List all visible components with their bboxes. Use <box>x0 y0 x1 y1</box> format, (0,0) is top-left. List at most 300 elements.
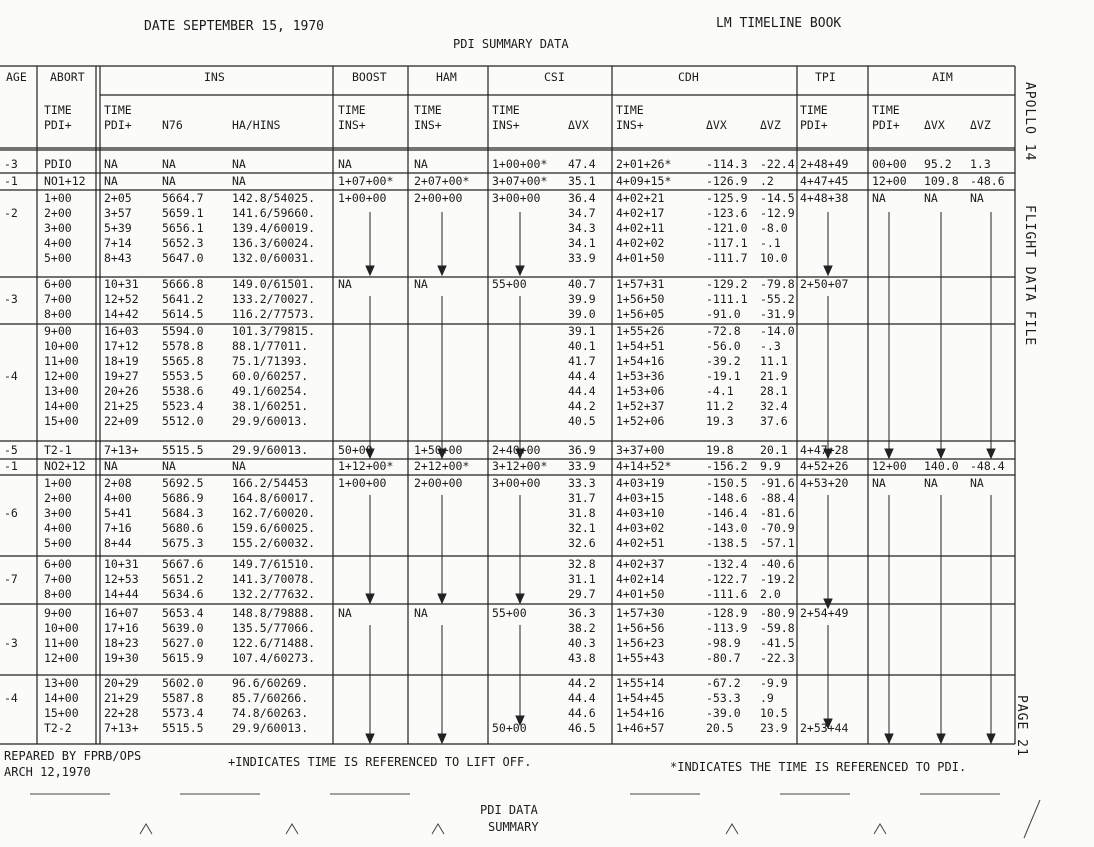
table-cell: 4+02+11 <box>616 221 665 235</box>
table-cell: 21.9 <box>760 369 788 383</box>
table-cell: 135.5/77066. <box>232 621 316 635</box>
table-cell: 5+41 <box>104 506 132 520</box>
sub-header-line: TIME <box>492 103 520 117</box>
table-cell: 15+00 <box>44 414 79 428</box>
table-cell: 1+56+05 <box>616 307 665 321</box>
table-cell: 1+56+50 <box>616 292 665 306</box>
table-cell: -.3 <box>760 339 781 353</box>
table-cell: 5602.0 <box>162 676 204 690</box>
table-cell: 96.6/60269. <box>232 676 309 690</box>
table-cell: 5614.5 <box>162 307 204 321</box>
table-cell: 21+25 <box>104 399 139 413</box>
table-cell: -56.0 <box>706 339 741 353</box>
table-cell: 44.2 <box>568 676 596 690</box>
table-cell: -55.2 <box>760 292 795 306</box>
table-cell: 13+00 <box>44 384 79 398</box>
table-cell: 4+53+20 <box>800 476 849 490</box>
table-cell: 139.4/60019. <box>232 221 316 235</box>
table-cell: 16+03 <box>104 324 139 338</box>
table-cell: 12+00 <box>872 174 907 188</box>
table-cell: 132.0/60031. <box>232 251 316 265</box>
table-cell: 4+03+02 <box>616 521 665 535</box>
table-cell: 159.6/60025. <box>232 521 316 535</box>
table-cell: 5686.9 <box>162 491 204 505</box>
table-cell: 32.4 <box>760 399 788 413</box>
table-cell: 11+00 <box>44 354 79 368</box>
sub-header: HA/HINS <box>232 118 281 132</box>
table-cell: -3 <box>4 636 18 650</box>
table-cell: 1+00+00 <box>338 191 387 205</box>
table-cell: 44.4 <box>568 691 596 705</box>
table-cell: NA <box>104 174 118 188</box>
table-cell: -48.6 <box>970 174 1005 188</box>
table-cell: 34.7 <box>568 206 596 220</box>
table-cell: 7+00 <box>44 572 72 586</box>
table-cell: -14.5 <box>760 191 795 205</box>
table-cell: 5684.3 <box>162 506 204 520</box>
sub-header-line: PDI+ <box>44 118 72 132</box>
table-cell: 116.2/77573. <box>232 307 316 321</box>
table-cell: 2+00+00 <box>414 476 463 490</box>
table-cell: 88.1/77011. <box>232 339 309 353</box>
table-cell: 11.2 <box>706 399 734 413</box>
table-cell: NA <box>232 174 246 188</box>
table-cell: 4+00 <box>104 491 132 505</box>
table-cell: -67.2 <box>706 676 741 690</box>
table-cell: 5553.5 <box>162 369 204 383</box>
table-cell: 5512.0 <box>162 414 204 428</box>
table-cell: -129.2 <box>706 277 748 291</box>
table-cell: -57.1 <box>760 536 795 550</box>
table-cell: NA <box>924 476 938 490</box>
table-cell: 5578.8 <box>162 339 204 353</box>
table-cell: -122.7 <box>706 572 748 586</box>
table-cell: 33.9 <box>568 251 596 265</box>
table-cell: -12.9 <box>760 206 795 220</box>
table-cell: 19.8 <box>706 443 734 457</box>
sub-header-line: PDI+ <box>104 118 132 132</box>
table-cell: 29.9/60013. <box>232 721 309 735</box>
group-header: AGE <box>6 70 27 84</box>
sub-header: N76 <box>162 118 183 132</box>
group-header: ABORT <box>50 70 85 84</box>
table-cell: 4+00 <box>44 521 72 535</box>
table-cell: 1+07+00* <box>338 174 394 188</box>
table-cell: 10+00 <box>44 621 79 635</box>
table-cell: 5573.4 <box>162 706 204 720</box>
table-cell: -111.6 <box>706 587 748 601</box>
table-cell: 1+12+00* <box>338 459 394 473</box>
sub-header: ΔVZ <box>760 118 781 132</box>
table-cell: 4+47+28 <box>800 443 849 457</box>
table-cell: 2+08 <box>104 476 132 490</box>
group-header: CSI <box>544 70 565 84</box>
table-cell: 136.3/60024. <box>232 236 316 250</box>
table-cell: 11.1 <box>760 354 788 368</box>
table-cell: 12+00 <box>44 369 79 383</box>
table-cell: 22+28 <box>104 706 139 720</box>
lift-off-note: +INDICATES TIME IS REFERENCED TO LIFT OFF. <box>228 755 532 769</box>
table-cell: 155.2/60032. <box>232 536 316 550</box>
table-cell: 4+01+50 <box>616 251 665 265</box>
sub-header-line: INS+ <box>616 118 644 132</box>
table-cell: -19.2 <box>760 572 795 586</box>
table-cell: 5515.5 <box>162 443 204 457</box>
table-cell: 12+00 <box>44 651 79 665</box>
table-cell: 5651.2 <box>162 572 204 586</box>
table-cell: 34.3 <box>568 221 596 235</box>
table-cell: -126.9 <box>706 174 748 188</box>
table-cell: 95.2 <box>924 157 952 171</box>
table-cell: -22.4 <box>760 157 795 171</box>
table-cell: 29.9/60013. <box>232 443 309 457</box>
table-cell: -40.6 <box>760 557 795 571</box>
table-cell: 5664.7 <box>162 191 204 205</box>
table-cell: 7+13+ <box>104 721 139 735</box>
table-cell: -132.4 <box>706 557 748 571</box>
table-cell: 17+16 <box>104 621 139 635</box>
group-header: HAM <box>436 70 457 84</box>
table-cell: -111.7 <box>706 251 748 265</box>
table-cell: NA <box>162 157 176 171</box>
table-cell: 5680.6 <box>162 521 204 535</box>
table-cell: 34.1 <box>568 236 596 250</box>
table-cell: 1+57+30 <box>616 606 665 620</box>
table-cell: 10+00 <box>44 339 79 353</box>
tab-subtitle: SUMMARY <box>488 820 539 834</box>
table-cell: 50+00 <box>338 443 373 457</box>
table-cell: 16+07 <box>104 606 139 620</box>
table-cell: 5666.8 <box>162 277 204 291</box>
table-cell: -8.0 <box>760 221 788 235</box>
table-cell: 37.6 <box>760 414 788 428</box>
table-cell: 162.7/60020. <box>232 506 316 520</box>
prepared-date: ARCH 12,1970 <box>4 765 91 779</box>
table-cell: 10+31 <box>104 277 139 291</box>
sub-header-line: TIME <box>44 103 72 117</box>
table-cell: 5653.4 <box>162 606 204 620</box>
table-cell: NA <box>104 459 118 473</box>
table-cell: NA <box>414 157 428 171</box>
table-cell: 1+54+51 <box>616 339 665 353</box>
table-cell: 2+00+00 <box>414 191 463 205</box>
table-cell: T2-2 <box>44 721 72 735</box>
table-cell: 109.8 <box>924 174 959 188</box>
table-cell: 8+00 <box>44 587 72 601</box>
table-cell: -114.3 <box>706 157 748 171</box>
sub-header-line: TIME <box>616 103 644 117</box>
table-cell: NA <box>104 157 118 171</box>
table-cell: 12+00 <box>872 459 907 473</box>
table-cell: -91.0 <box>706 307 741 321</box>
table-cell: NA <box>162 459 176 473</box>
book-title: LM TIMELINE BOOK <box>716 16 842 31</box>
table-cell: -117.1 <box>706 236 748 250</box>
table-cell: 1+57+31 <box>616 277 665 291</box>
table-cell: -14.0 <box>760 324 795 338</box>
table-cell: 00+00 <box>872 157 907 171</box>
table-cell: 1+52+06 <box>616 414 665 428</box>
table-cell: 29.7 <box>568 587 596 601</box>
table-cell: -156.2 <box>706 459 748 473</box>
table-cell: 3+00 <box>44 221 72 235</box>
table-cell: -125.9 <box>706 191 748 205</box>
table-cell: 6+00 <box>44 557 72 571</box>
table-cell: 1+56+56 <box>616 621 665 635</box>
table-cell: -1 <box>4 174 18 188</box>
table-cell: 32.1 <box>568 521 596 535</box>
table-cell: 40.3 <box>568 636 596 650</box>
table-cell: T2-1 <box>44 443 72 457</box>
table-cell: -3 <box>4 157 18 171</box>
table-cell: 2+00 <box>44 491 72 505</box>
table-cell: NA <box>970 191 984 205</box>
table-cell: -48.4 <box>970 459 1005 473</box>
table-cell: 44.2 <box>568 399 596 413</box>
table-cell: 166.2/54453 <box>232 476 309 490</box>
sub-header-line: TIME <box>414 103 442 117</box>
table-cell: 1+53+06 <box>616 384 665 398</box>
tab-title: PDI DATA <box>480 803 538 817</box>
table-cell: 12+53 <box>104 572 139 586</box>
table-cell: 14+00 <box>44 399 79 413</box>
group-header: TPI <box>815 70 836 84</box>
table-cell: 10+31 <box>104 557 139 571</box>
table-cell: -31.9 <box>760 307 795 321</box>
prepared-by: REPARED BY FPRB/OPS <box>4 749 142 763</box>
table-cell: 18+19 <box>104 354 139 368</box>
table-cell: 44.6 <box>568 706 596 720</box>
table-cell: 4+02+14 <box>616 572 665 586</box>
table-cell: 17+12 <box>104 339 139 353</box>
table-cell: 1+52+37 <box>616 399 665 413</box>
table-cell: 20+26 <box>104 384 139 398</box>
table-cell: 4+03+10 <box>616 506 665 520</box>
table-cell: -113.9 <box>706 621 748 635</box>
table-cell: 5523.4 <box>162 399 204 413</box>
table-cell: -80.9 <box>760 606 795 620</box>
table-cell: 40.7 <box>568 277 596 291</box>
table-cell: 133.2/70027. <box>232 292 316 306</box>
table-cell: 2+05 <box>104 191 132 205</box>
table-cell: 7+14 <box>104 236 132 250</box>
table-cell: 4+52+26 <box>800 459 849 473</box>
table-cell: 46.5 <box>568 721 596 735</box>
table-cell: 4+03+15 <box>616 491 665 505</box>
sub-header: ΔVX <box>706 118 727 132</box>
table-cell: -4 <box>4 369 18 383</box>
table-cell: 74.8/60263. <box>232 706 309 720</box>
table-cell: 35.1 <box>568 174 596 188</box>
table-cell: 36.4 <box>568 191 596 205</box>
table-cell: 75.1/71393. <box>232 354 309 368</box>
table-cell: 38.2 <box>568 621 596 635</box>
table-cell: -.1 <box>760 236 781 250</box>
table-cell: 5656.1 <box>162 221 204 235</box>
table-cell: NA <box>872 476 886 490</box>
table-cell: 31.7 <box>568 491 596 505</box>
table-cell: 36.9 <box>568 443 596 457</box>
table-cell: -2 <box>4 206 18 220</box>
table-cell: 2+53+44 <box>800 721 849 735</box>
table-cell: 2+40+00 <box>492 443 541 457</box>
table-cell: NA <box>970 476 984 490</box>
table-cell: -123.6 <box>706 206 748 220</box>
table-cell: 1+55+43 <box>616 651 665 665</box>
table-cell: 1+00 <box>44 476 72 490</box>
page-subtitle: PDI SUMMARY DATA <box>453 37 569 51</box>
table-cell: 33.9 <box>568 459 596 473</box>
table-cell: 47.4 <box>568 157 596 171</box>
table-cell: 5615.9 <box>162 651 204 665</box>
group-header: INS <box>204 70 225 84</box>
table-cell: -81.6 <box>760 506 795 520</box>
table-cell: 44.4 <box>568 384 596 398</box>
table-cell: 5+00 <box>44 536 72 550</box>
table-cell: 148.8/79888. <box>232 606 316 620</box>
table-cell: 36.3 <box>568 606 596 620</box>
table-cell: 1+46+57 <box>616 721 665 735</box>
table-cell: 5659.1 <box>162 206 204 220</box>
table-cell: 18+23 <box>104 636 139 650</box>
sub-header-line: TIME <box>104 103 132 117</box>
table-cell: 3+37+00 <box>616 443 665 457</box>
sub-header: ΔVX <box>568 118 589 132</box>
table-cell: 32.6 <box>568 536 596 550</box>
table-cell: 19.3 <box>706 414 734 428</box>
flight-data-file-label: FLIGHT DATA FILE <box>1022 205 1037 347</box>
table-cell: 4+02+21 <box>616 191 665 205</box>
table-cell: 4+48+38 <box>800 191 849 205</box>
table-cell: -70.9 <box>760 521 795 535</box>
table-cell: 5652.3 <box>162 236 204 250</box>
table-cell: 39.0 <box>568 307 596 321</box>
group-header: BOOST <box>352 70 387 84</box>
table-cell: 55+00 <box>492 606 527 620</box>
table-cell: 142.8/54025. <box>232 191 316 205</box>
table-cell: 39.1 <box>568 324 596 338</box>
table-cell: 101.3/79815. <box>232 324 316 338</box>
table-cell: -121.0 <box>706 221 748 235</box>
table-cell: -41.5 <box>760 636 795 650</box>
table-cell: 7+16 <box>104 521 132 535</box>
sub-header-line: PDI+ <box>872 118 900 132</box>
table-cell: 1+54+16 <box>616 354 665 368</box>
table-cell: 141.6/59660. <box>232 206 316 220</box>
table-cell: 5565.8 <box>162 354 204 368</box>
page-number: PAGE 21 <box>1014 695 1029 757</box>
table-cell: 4+02+37 <box>616 557 665 571</box>
table-cell: 12+52 <box>104 292 139 306</box>
sub-header-line: INS+ <box>492 118 520 132</box>
document-date: DATE SEPTEMBER 15, 1970 <box>144 19 325 34</box>
table-cell: 5634.6 <box>162 587 204 601</box>
table-cell: 132.2/77632. <box>232 587 316 601</box>
table-cell: NA <box>232 157 246 171</box>
sub-header-line: PDI+ <box>800 118 828 132</box>
table-cell: 32.8 <box>568 557 596 571</box>
table-cell: 55+00 <box>492 277 527 291</box>
table-cell: 5+39 <box>104 221 132 235</box>
sub-header-line: TIME <box>338 103 366 117</box>
table-cell: NA <box>162 174 176 188</box>
table-cell: NA <box>232 459 246 473</box>
table-cell: 9+00 <box>44 324 72 338</box>
table-cell: 4+02+51 <box>616 536 665 550</box>
table-cell: 6+00 <box>44 277 72 291</box>
table-cell: 2.0 <box>760 587 781 601</box>
table-cell: 43.8 <box>568 651 596 665</box>
table-cell: -39.0 <box>706 706 741 720</box>
table-cell: 2+54+49 <box>800 606 849 620</box>
table-cell: 19+30 <box>104 651 139 665</box>
table-cell: 2+00 <box>44 206 72 220</box>
table-cell: 5587.8 <box>162 691 204 705</box>
table-cell: 3+12+00* <box>492 459 548 473</box>
table-cell: -22.3 <box>760 651 795 665</box>
table-cell: 9.9 <box>760 459 781 473</box>
table-cell: -91.6 <box>760 476 795 490</box>
table-cell: 1+55+26 <box>616 324 665 338</box>
table-cell: -6 <box>4 506 18 520</box>
table-cell: 4+02+17 <box>616 206 665 220</box>
table-cell: -5 <box>4 443 18 457</box>
table-cell: -3 <box>4 292 18 306</box>
table-cell: NA <box>414 606 428 620</box>
table-cell: 107.4/60273. <box>232 651 316 665</box>
sub-header-line: INS+ <box>414 118 442 132</box>
table-cell: 28.1 <box>760 384 788 398</box>
table-cell: 3+07+00* <box>492 174 548 188</box>
table-cell: 14+00 <box>44 691 79 705</box>
table-cell: -148.6 <box>706 491 748 505</box>
table-cell: 7+13+ <box>104 443 139 457</box>
table-cell: 4+00 <box>44 236 72 250</box>
table-cell: 40.5 <box>568 414 596 428</box>
table-cell: NA <box>338 606 352 620</box>
table-cell: 20.1 <box>760 443 788 457</box>
table-cell: 3+57 <box>104 206 132 220</box>
group-header: AIM <box>932 70 953 84</box>
table-cell: 1+56+23 <box>616 636 665 650</box>
sub-header-line: TIME <box>872 103 900 117</box>
table-cell: 39.9 <box>568 292 596 306</box>
table-cell: 2+48+49 <box>800 157 849 171</box>
table-cell: 10.0 <box>760 251 788 265</box>
table-cell: 1+00+00* <box>492 157 548 171</box>
table-cell: NA <box>924 191 938 205</box>
table-cell: 5675.3 <box>162 536 204 550</box>
table-cell: 2+07+00* <box>414 174 470 188</box>
table-cell: 5515.5 <box>162 721 204 735</box>
table-cell: NO2+12 <box>44 459 86 473</box>
table-cell: 5641.2 <box>162 292 204 306</box>
table-cell: 5667.6 <box>162 557 204 571</box>
table-cell: 1+00 <box>44 191 72 205</box>
pdi-note: *INDICATES THE TIME IS REFERENCED TO PDI. <box>670 760 967 774</box>
table-cell: 31.8 <box>568 506 596 520</box>
table-cell: 4+14+52* <box>616 459 672 473</box>
table-cell: 4+09+15* <box>616 174 672 188</box>
table-cell: -98.9 <box>706 636 741 650</box>
table-cell: 5627.0 <box>162 636 204 650</box>
table-cell: 3+00+00 <box>492 191 541 205</box>
table-cell: 13+00 <box>44 676 79 690</box>
table-cell: 5538.6 <box>162 384 204 398</box>
sub-header: ΔVX <box>924 118 945 132</box>
table-cell: 20.5 <box>706 721 734 735</box>
table-cell: 4+03+19 <box>616 476 665 490</box>
